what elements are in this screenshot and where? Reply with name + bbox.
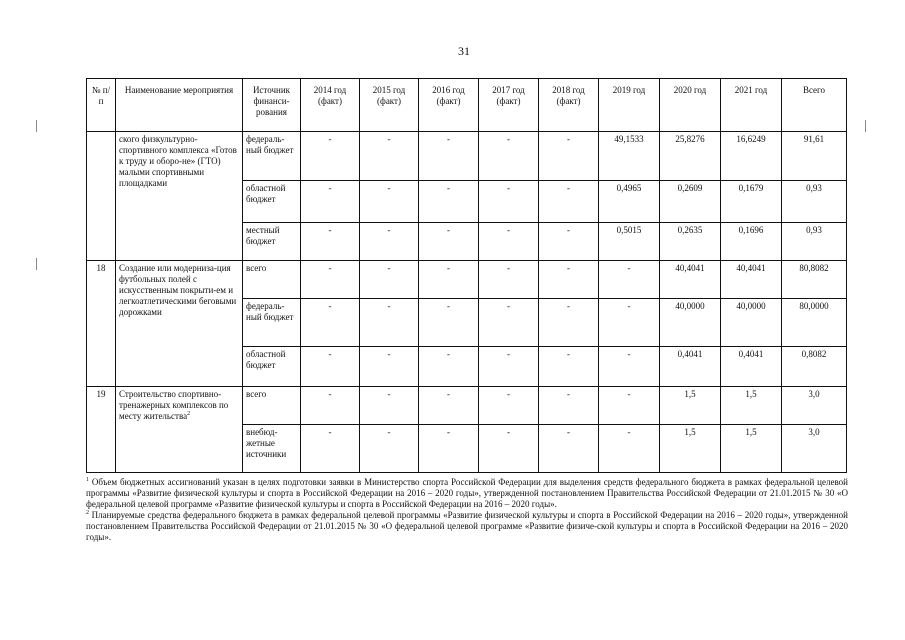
value-cell: 49,1533 [599, 132, 660, 181]
activity-name: Создание или модерниза-ция футбольных полей с искусственным покрыти-ем и легкоатлетическими беговыми дорожками [119, 263, 237, 317]
value-cell: 0,4041 [721, 347, 782, 387]
budget-table [86, 78, 847, 473]
row-number-cell: 18 [87, 261, 116, 387]
value-cell: - [419, 223, 479, 261]
column-header: 2016 год (факт) [419, 79, 479, 132]
column-header: 2018 год (факт) [539, 79, 599, 132]
table-header-row [87, 79, 847, 132]
value-cell: 25,8276 [660, 132, 721, 181]
value-cell: - [539, 223, 599, 261]
value-cell: - [479, 223, 539, 261]
column-header: 2021 год [721, 79, 782, 132]
activity-name: ского физкультурно-спортивного комплекса «Готов к труду и оборо-не» (ГТО) малыми спортивными площадками [119, 134, 237, 188]
funding-source-cell: федераль-ный бюджет [243, 132, 301, 181]
table-body [87, 132, 847, 473]
value-cell: 0,2635 [660, 223, 721, 261]
value-cell: 0,93 [782, 223, 847, 261]
row-number-cell [87, 132, 116, 261]
value-cell: - [479, 347, 539, 387]
value-cell: - [360, 132, 419, 181]
value-cell: - [539, 425, 599, 473]
column-header: Наименование мероприятия [116, 79, 243, 132]
value-cell: - [599, 261, 660, 299]
value-cell: 91,61 [782, 132, 847, 181]
value-cell: - [479, 299, 539, 347]
value-cell: 80,0000 [782, 299, 847, 347]
value-cell: 16,6249 [721, 132, 782, 181]
value-cell: - [539, 261, 599, 299]
value-cell: - [301, 261, 360, 299]
value-cell: 1,5 [721, 425, 782, 473]
value-cell: - [301, 387, 360, 425]
margin-mark-right [865, 120, 866, 132]
value-cell: - [419, 299, 479, 347]
margin-mark-left [36, 258, 37, 270]
value-cell: 1,5 [660, 387, 721, 425]
column-header: Источник финанси-рования [243, 79, 301, 132]
value-cell: 40,0000 [660, 299, 721, 347]
value-cell: 0,4041 [660, 347, 721, 387]
value-cell: 80,8082 [782, 261, 847, 299]
funding-source-cell: областной бюджет [243, 347, 301, 387]
value-cell: - [419, 261, 479, 299]
value-cell: - [539, 181, 599, 223]
value-cell: 1,5 [721, 387, 782, 425]
value-cell: 0,2609 [660, 181, 721, 223]
footnote-mark: 1 [86, 477, 89, 483]
activity-name-cell [116, 132, 243, 261]
table-row [87, 387, 847, 425]
value-cell: - [301, 181, 360, 223]
value-cell: 0,8082 [782, 347, 847, 387]
funding-source-cell: федераль-ный бюджет [243, 299, 301, 347]
activity-name-cell [116, 261, 243, 387]
value-cell: - [479, 425, 539, 473]
value-cell: 40,4041 [660, 261, 721, 299]
column-header: 2017 год (факт) [479, 79, 539, 132]
column-header: 2015 год (факт) [360, 79, 419, 132]
value-cell: - [360, 347, 419, 387]
value-cell: - [479, 181, 539, 223]
value-cell: - [479, 261, 539, 299]
footnote-mark: 2 [86, 510, 89, 516]
value-cell: - [539, 387, 599, 425]
row-number-cell: 19 [87, 387, 116, 473]
column-header: Всего [782, 79, 847, 132]
activity-name-cell [116, 387, 243, 473]
table-row [87, 132, 847, 181]
value-cell: - [360, 299, 419, 347]
funding-source-cell: местный бюджет [243, 223, 301, 261]
value-cell: - [301, 299, 360, 347]
value-cell: - [599, 299, 660, 347]
value-cell: 40,4041 [721, 261, 782, 299]
footnote-text: Объем бюджетных ассигнований указан в целях подготовки заявки в Министерство спорта Российской Федерации для выделения средств федерального бюджета в рамках федеральной целевой программы «Развитие физической культуры и спорта в Российской Федерации на 2016 – 2020 годы», утвержденной постановлением Правительства Российской Федерации от 21.01.2015 № 30 «О федеральной целевой программе «Развитие физической культуры и спорта в Российской Федерации на 2016 – 2020 годы». [86, 477, 848, 509]
value-cell: 3,0 [782, 425, 847, 473]
table-row [87, 261, 847, 299]
funding-source-cell: областной бюджет [243, 181, 301, 223]
value-cell: - [360, 261, 419, 299]
funding-source-cell: внебюд-жетные источники [243, 425, 301, 473]
value-cell: 0,1679 [721, 181, 782, 223]
value-cell: - [539, 347, 599, 387]
value-cell: - [419, 425, 479, 473]
column-header: 2020 год [660, 79, 721, 132]
value-cell: - [360, 387, 419, 425]
footnote-text: Планируемые средства федерального бюджета в рамках федеральной целевой программы «Развитие физической культуры и спорта в Российской Федерации на 2016 – 2020 годы», утвержденной постановлением Правительства Российской Федерации от 21.01.2015 № 30 «О федеральной целевой программе «Развитие физиче-ской культуры и спорта в Российской Федерации на 2016 – 2020 годы». [86, 510, 848, 542]
activity-name: Строительство спортивно-тренажерных комплексов по месту жительства [119, 389, 229, 421]
funding-source-cell: всего [243, 261, 301, 299]
column-header: 2019 год [599, 79, 660, 132]
value-cell: 0,93 [782, 181, 847, 223]
value-cell: - [360, 425, 419, 473]
value-cell: 0,4965 [599, 181, 660, 223]
value-cell: - [301, 132, 360, 181]
footnote-2 [86, 510, 848, 543]
value-cell: - [360, 223, 419, 261]
value-cell: 3,0 [782, 387, 847, 425]
value-cell: - [301, 347, 360, 387]
value-cell: - [539, 299, 599, 347]
footnote-reference: 2 [187, 411, 191, 417]
value-cell: - [301, 223, 360, 261]
value-cell: - [479, 132, 539, 181]
value-cell: 40,0000 [721, 299, 782, 347]
value-cell: 0,1696 [721, 223, 782, 261]
value-cell: - [419, 181, 479, 223]
value-cell: - [479, 387, 539, 425]
margin-mark-left [36, 120, 37, 132]
footnotes [86, 477, 848, 543]
value-cell: - [301, 425, 360, 473]
value-cell: - [419, 387, 479, 425]
value-cell: 1,5 [660, 425, 721, 473]
value-cell: - [360, 181, 419, 223]
column-header: 2014 год (факт) [301, 79, 360, 132]
value-cell: - [419, 132, 479, 181]
value-cell: - [599, 347, 660, 387]
value-cell: - [539, 132, 599, 181]
value-cell: - [599, 387, 660, 425]
page-number: 31 [458, 44, 470, 58]
funding-source-cell: всего [243, 387, 301, 425]
value-cell: - [419, 347, 479, 387]
value-cell: - [599, 425, 660, 473]
footnote-1 [86, 477, 848, 510]
column-header: № п/п [87, 79, 116, 132]
value-cell: 0,5015 [599, 223, 660, 261]
